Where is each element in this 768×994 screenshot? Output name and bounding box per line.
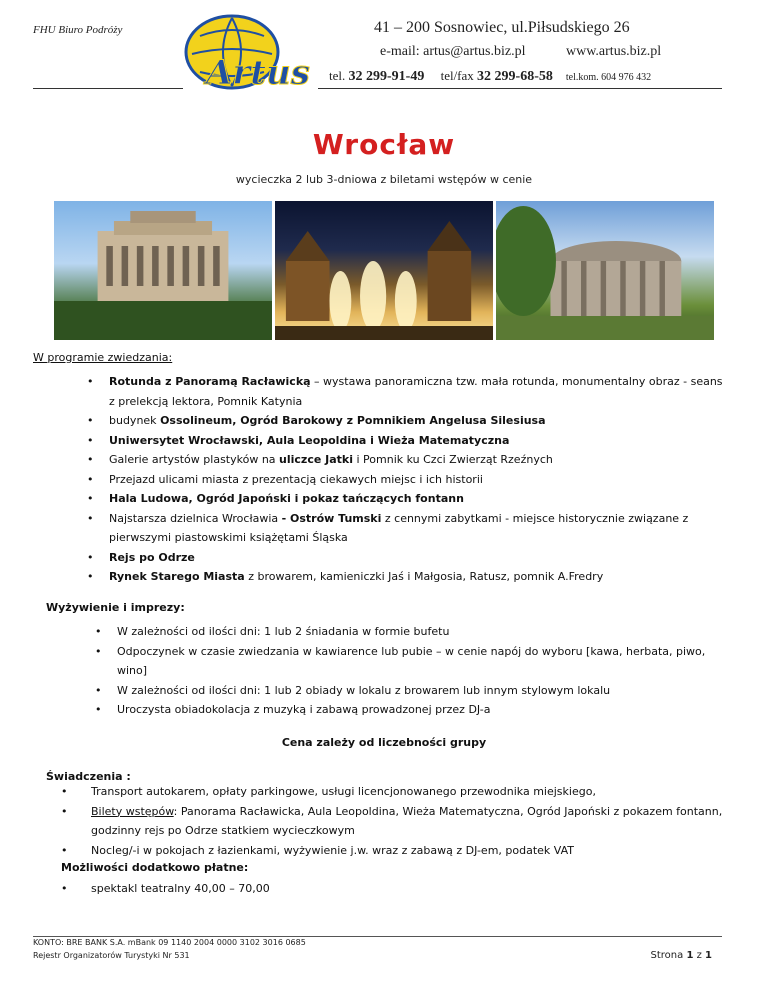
list-item: • budynek Ossolineum, Ogród Barokowy z Pomnikiem Angelusa Silesiusa <box>87 411 727 431</box>
company-email[interactable]: e-mail: artus@artus.biz.pl <box>380 44 526 59</box>
page-subtitle: wycieczka 2 lub 3-dniowa z biletami wstępów w cenie <box>235 173 533 186</box>
photo-strip <box>54 201 714 340</box>
list-item: • Nocleg/-i w pokojach z łazienkami, wyżywienie j.w. wraz z zabawą z DJ-em, podatek VAT <box>61 841 726 861</box>
list-item: • W zależności od ilości dni: 1 lub 2 śniadania w formie bufetu <box>95 622 725 642</box>
list-item: • Rejs po Odrze <box>87 548 727 568</box>
services-list <box>61 782 726 860</box>
header-divider-right <box>318 88 722 89</box>
footer-divider <box>33 936 722 937</box>
market-square-photo <box>275 201 493 340</box>
list-item: • Przejazd ulicami miasta z prezentacją ciekawych miejsc i ich historii <box>87 470 727 490</box>
telfax-label: tel/fax <box>440 68 474 83</box>
list-item: • Hala Ludowa, Ogród Japoński i pokaz tańczących fontann <box>87 489 727 509</box>
food-list <box>95 622 725 720</box>
food-heading: Wyżywienie i imprezy: <box>46 601 185 614</box>
page-title: Wrocław <box>312 128 456 161</box>
program-list <box>87 372 727 587</box>
bank-account: KONTO: BRE BANK S.A. mBank 09 1140 2004 0000 3102 3016 0685 <box>33 938 306 947</box>
list-item: • Bilety wstępów: Panorama Racławicka, Aula Leopoldina, Wieża Matematyczna, Ogród Japoński z pokazem fontann, godzinny rejs po Odrze statkiem wycieczkowym <box>61 802 726 841</box>
extras-list <box>61 879 726 899</box>
header-divider-left <box>33 88 183 89</box>
company-name: FHU Biuro Podróży <box>33 24 123 36</box>
list-item: • Odpoczynek w czasie zwiedzania w kawiarence lub pubie – w cenie napój do wyboru [kawa, herbata, piwo, wino] <box>95 642 725 681</box>
artus-logo <box>170 14 320 94</box>
company-phones <box>329 68 651 85</box>
page-number: Strona 1 z 1 <box>650 950 712 961</box>
mobile-number: tel.kom. 604 976 432 <box>565 72 652 83</box>
company-website[interactable]: www.artus.biz.pl <box>566 44 662 59</box>
list-item: • W zależności od ilości dni: 1 lub 2 obiady w lokalu z browarem lub innym stylowym lokalu <box>95 681 725 701</box>
services-heading: Świadczenia : <box>46 770 131 783</box>
extras-heading: Możliwości dodatkowo płatne: <box>61 861 249 874</box>
rotunda-photo <box>496 201 714 340</box>
list-item: • spektakl teatralny 40,00 – 70,00 <box>61 879 726 899</box>
list-item: • Rynek Starego Miasta z browarem, kamieniczki Jaś i Małgosia, Ratusz, pomnik A.Fredry <box>87 567 727 587</box>
list-item: • Uniwersytet Wrocławski, Aula Leopoldina i Wieża Matematyczna <box>87 431 727 451</box>
program-heading: W programie zwiedzania: <box>33 351 173 364</box>
hala-ludowa-photo <box>54 201 272 340</box>
list-item: • Rotunda z Panoramą Racławicką – wystawa panoramiczna tzw. mała rotunda, monumentalny obraz - seans z prelekcją lektora, Pomnik Katynia <box>87 372 727 411</box>
tel-number: 32 299-91-49 <box>348 69 425 84</box>
logo-text: Artus <box>206 53 310 93</box>
tel-label: tel. <box>329 68 346 83</box>
list-item: • Galerie artystów plastyków na uliczce Jatki i Pomnik ku Czci Zwierząt Rzeźnych <box>87 450 727 470</box>
list-item: • Uroczysta obiadokolacja z muzyką i zabawą prowadzonej przez DJ-a <box>95 700 725 720</box>
price-note: Cena zależy od liczebności grupy <box>281 736 487 749</box>
list-item: • Transport autokarem, opłaty parkingowe, usługi licencjonowanego przewodnika miejskiego, <box>61 782 726 802</box>
telfax-number: 32 299-68-58 <box>477 69 553 84</box>
list-item: • Najstarsza dzielnica Wrocławia - Ostrów Tumski z cennymi zabytkami - miejsce historycznie związane z pierwszymi piastowskimi książętami Śląska <box>87 509 727 548</box>
company-address: 41 – 200 Sosnowiec, ul.Piłsudskiego 26 <box>374 19 630 36</box>
registry-number: Rejestr Organizatorów Turystyki Nr 531 <box>33 951 190 960</box>
